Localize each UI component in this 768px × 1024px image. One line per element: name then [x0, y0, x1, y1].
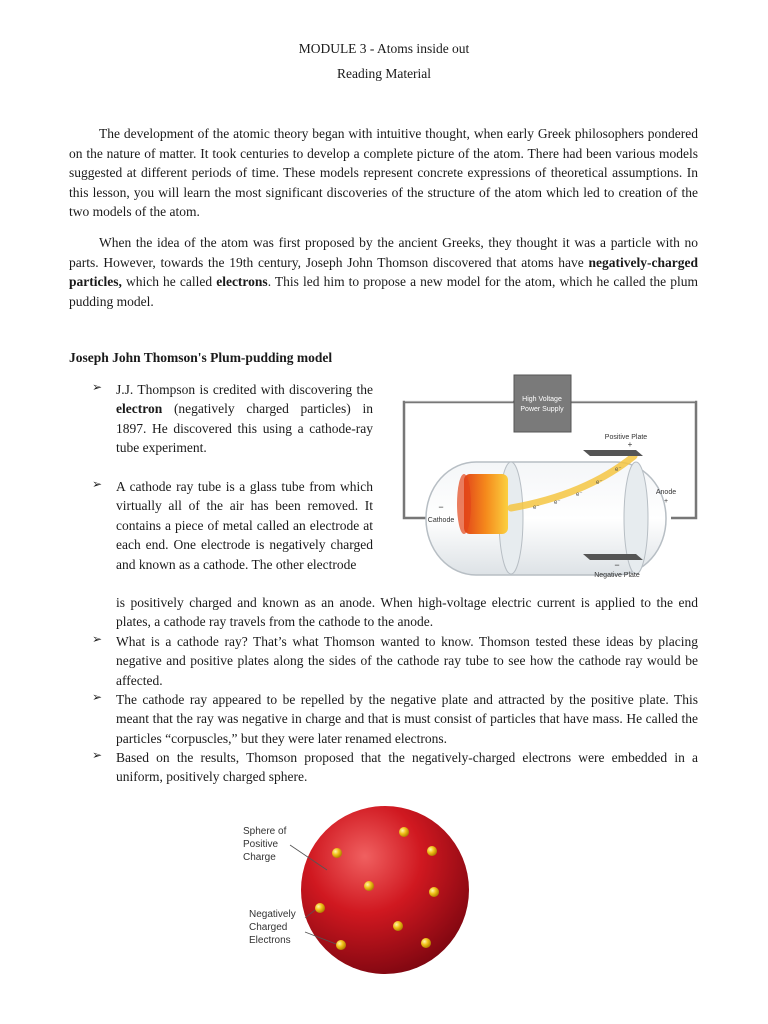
negative-plate-label: Negative Plate: [594, 572, 640, 579]
electron-label-line-3: Electrons: [249, 935, 291, 946]
document-title: MODULE 3 - Atoms inside out: [298, 41, 470, 56]
power-supply-label-2: Power Supply: [520, 406, 564, 413]
cathode-sign: −: [438, 502, 444, 512]
sphere-label-line-2: Positive: [243, 839, 279, 850]
electron-dot: [315, 903, 325, 913]
electron-dot: [427, 846, 437, 856]
bullet-3: What is a cathode ray? That’s what Thomson wanted to know. Thomson tested these ideas by placing negative and positive plates along the sides of the cathode ray tube to see how the cathode ray would be affected.: [116, 634, 698, 688]
bold-term-electron: electron: [116, 401, 163, 417]
text-span: (negatively charged particles) in 1897. He discovered this using a cathode-ray tube experiment.: [116, 401, 373, 456]
positive-sphere: [301, 806, 469, 974]
text-span: When the idea of the atom was first proposed by the ancient Greeks, they thought it was a particle with no parts. However, towards the 19th century, Joseph John Thomson discovered that atoms have: [69, 235, 698, 270]
text-span: . This led him to propose a new model for the atom, which he called the plum pudding model.: [69, 274, 699, 309]
electron-mark: e⁻: [533, 505, 540, 511]
plum-pudding-diagram: [235, 800, 495, 980]
positive-sign: +: [627, 440, 633, 449]
electron-label-line-2: Charged: [249, 922, 288, 933]
electron-label-line-1: Negatively: [249, 909, 296, 920]
intro-paragraph-1: The development of the atomic theory began with intuitive thought, when early Greek philosophers pondered on the nature of matter. It took centuries to develop a complete picture of the atom. There had been various models suggested at different periods of time. These models represent concrete expressions of theoretical assumptions. In this lesson, you will learn the most significant discoveries of the structure of the atom which led to creation of the two models of the atom.: [69, 126, 698, 219]
bullet-arrow-icon: ➢: [92, 748, 103, 762]
bullet-arrow-icon: ➢: [92, 477, 103, 491]
bullet-2-part-1: A cathode ray tube is a glass tube from which virtually all of the air has been removed. It contains a piece of metal called an electrode at each end. One electrode is negatively charged and known as a cathode. The other electrode: [116, 479, 373, 572]
positive-plate-label: Positive Plate: [604, 434, 648, 441]
bullet-1: [116, 380, 373, 458]
text-span: J.J. Thompson is credited with discovering the: [116, 382, 373, 397]
intro-paragraph-2: [69, 233, 698, 311]
anode-sign: +: [663, 498, 669, 505]
bullet-arrow-icon: ➢: [92, 380, 103, 394]
text-span: which he called: [121, 274, 217, 289]
section-heading: Joseph John Thomson's Plum-pudding model: [69, 350, 333, 365]
sphere-label-line-3: Charge: [243, 852, 276, 863]
electron-dot: [364, 881, 374, 891]
power-supply-box: [514, 375, 571, 432]
negative-sign: −: [614, 560, 620, 570]
bold-term-electrons: electrons: [216, 274, 268, 289]
document-subtitle: Reading Material: [336, 66, 432, 81]
electron-dot: [332, 848, 342, 858]
electron-dot: [399, 827, 409, 837]
electron-mark: e⁻: [554, 500, 561, 506]
bullet-4: The cathode ray appeared to be repelled by the negative plate and attracted by the positive plate. This meant that the ray was negative in charge and that is must consist of particles that have mass. He called the particles “corpuscles,” but they were later renamed electrons.: [116, 692, 698, 746]
anode-label: Anode: [655, 489, 677, 496]
electron-mark: e⁻: [596, 480, 603, 486]
electron-dot: [393, 921, 403, 931]
power-supply-label-1: High Voltage: [522, 396, 562, 403]
cathode-ray-tube-diagram: [396, 370, 706, 585]
electron-dot: [421, 938, 431, 948]
negative-plate: [583, 554, 643, 560]
electron-dot: [336, 940, 346, 950]
positive-plate: [583, 450, 643, 456]
electron-dot: [429, 887, 439, 897]
electron-mark: e⁻: [576, 492, 583, 498]
bullet-5: Based on the results, Thomson proposed that the negatively-charged electrons were embedded in a uniform, positively charged sphere.: [116, 750, 698, 785]
sphere-label-line-1: Sphere of: [243, 826, 287, 837]
electron-mark: e⁻: [615, 467, 622, 473]
bullet-arrow-icon: ➢: [92, 690, 103, 704]
bold-term-particles: negatively-charged particles,: [69, 254, 698, 289]
cathode-label: Cathode: [427, 517, 455, 524]
bullet-2-part-2: is positively charged and known as an anode. When high-voltage electric current is applied to the end plates, a cathode ray travels from the cathode to the anode.: [116, 595, 698, 630]
bullet-arrow-icon: ➢: [92, 632, 103, 646]
